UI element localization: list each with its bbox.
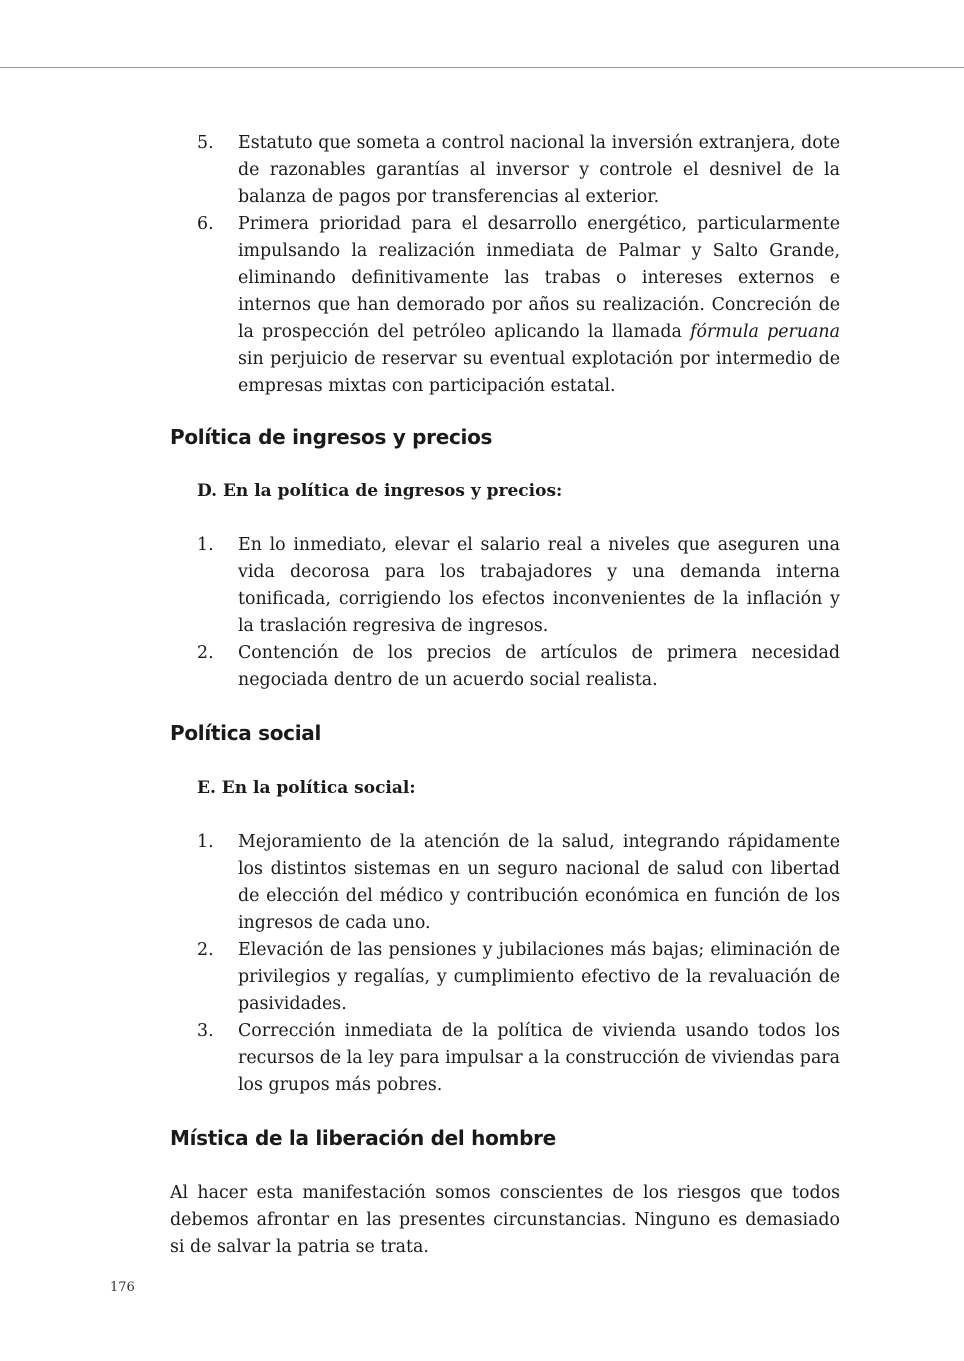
list-item-text-italic: fórmula peruana [690,322,840,342]
list-item-number: 3. [197,1021,214,1041]
list-item-number: 5. [197,133,214,153]
list-continued [170,130,840,400]
list-item-number: 6. [197,214,214,234]
page-body [170,130,840,1261]
closing-paragraph: Al hacer esta manifestación somos conscientes de los riesgos que todos debemos afrontar en las presentes circunstancias. Ninguno es demasiado si de salvar la patria se trata. [170,1183,840,1257]
list-item-number: 2. [197,940,214,960]
list-item [170,1018,840,1099]
section-heading-mistica: Mística de la liberación del hombre [170,1126,556,1150]
list-item-text: Elevación de las pensiones y jubilaciones más bajas; eliminación de privilegios y regalías, y cumplimiento efectivo de la revaluación de pasividades. [238,940,840,1014]
section-heading-ingresos: Política de ingresos y precios [170,425,493,449]
list-item [170,211,840,400]
list-item-text-before: Primera prioridad para el desarrollo energético, particularmente impulsando la realización inmediata de Palmar y Salto Grande, eliminando definitivamente las trabas o intereses externos e internos que han demorado por años su realización. Concreción de la prospección del petróleo aplicando la llamada [238,214,840,342]
list-item [170,640,840,694]
list-item-text: En lo inmediato, elevar el salario real a niveles que aseguren una vida decorosa para los trabajadores y una demanda interna tonificada, corrigiendo los efectos inconvenientes de la inflación y la traslación regresiva de ingresos. [238,535,840,636]
list-ingresos [170,532,840,694]
list-social [170,829,840,1099]
list-item [170,829,840,937]
list-item [170,937,840,1018]
list-item-text: Contención de los precios de artículos de primera necesidad negociada dentro de un acuerdo social realista. [238,643,840,690]
subheading-social: E. En la política social: [197,778,416,798]
list-item-text: Mejoramiento de la atención de la salud, integrando rápidamente los distintos sistemas en un seguro nacional de salud con libertad de elección del médico y contribución económica en función de los ingresos de cada uno. [238,832,840,933]
list-item-number: 1. [197,535,214,555]
list-item-text: Corrección inmediata de la política de vivienda usando todos los recursos de la ley para impulsar a la construcción de viviendas para los grupos más pobres. [238,1021,840,1095]
list-item-text: Estatuto que someta a control nacional la inversión extranjera, dote de razonables garantías al inversor y controle el desnivel de la balanza de pagos por transferencias al exterior. [238,133,840,207]
list-item-text-after: sin perjuicio de reservar su eventual explotación por intermedio de empresas mixtas con participación estatal. [238,349,840,396]
header-rule [0,67,964,68]
section-heading-social: Política social [170,721,322,745]
list-item-number: 1. [197,832,214,852]
list-item [170,532,840,640]
page-number: 176 [110,1280,135,1295]
list-item [170,130,840,211]
subheading-ingresos: D. En la política de ingresos y precios: [197,481,563,501]
list-item-number: 2. [197,643,214,663]
